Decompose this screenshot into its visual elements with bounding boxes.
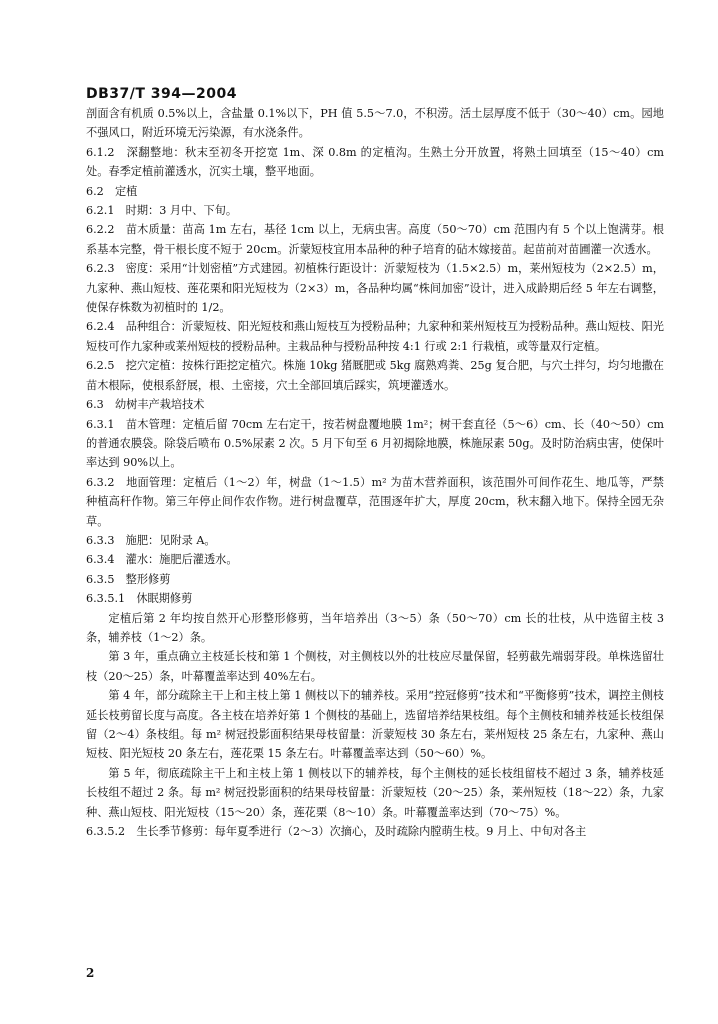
paragraph: 6.2.3 密度：采用“计划密植”方式建园。初植株行距设计：沂蒙短枝为（1.5×2.5）m，莱州短枝为（2×2.5）m，九家种、燕山短枝、莲花栗和阳光短枝为（2×3）m，各品种均属“株间加密”设计，进入成龄期后经 5 年左右调整，使保存株数为初植时的 1/2。 (86, 262, 664, 315)
paragraph: 6.3.2 地面管理：定植后（1～2）年，树盘（1～1.5）m² 为苗木营养面积，该范围外可间作花生、地瓜等，严禁种植高秆作物。第三年停止间作农作物。进行树盘覆草，范围逐年扩大，厚度 20cm，秋末翻入地下。保持全园无杂草。 (86, 475, 664, 528)
paragraph: 6.2.5 挖穴定植：按株行距挖定植穴。株施 10kg 猪厩肥或 5kg 腐熟鸡粪、25g 复合肥，与穴土拌匀，均匀地撒在苗木根际，使根系舒展，根、土密接，穴土全部回填后踩实，筑埂灌透水。 (86, 359, 664, 392)
page-number: 2 (86, 966, 95, 980)
section-heading: 6.3.5.1 休眠期修剪 (86, 592, 193, 606)
paragraph: 6.3.4 灌水：施肥后灌透水。 (86, 553, 238, 567)
section-heading: 6.3 幼树丰产栽培技术 (86, 398, 205, 412)
document-body (86, 104, 664, 841)
paragraph: 6.2.1 时期：3 月中、下旬。 (86, 204, 238, 218)
document-header: DB37/T 394—2004 (86, 86, 237, 102)
paragraph: 剖面含有机质 0.5%以上，含盐量 0.1%以下，PH 值 5.5～7.0，不积涝。活土层厚度不低于（30～40）cm。园地不强风口，附近环境无污染源，有水浇条件。 (86, 107, 664, 140)
paragraph: 6.3.3 施肥：见附录 A。 (86, 533, 216, 547)
paragraph: 第 4 年，部分疏除主干上和主枝上第 1 侧枝以下的辅养枝。采用“控冠修剪”技术和“平衡修剪”技术，调控主侧枝延长枝剪留长度与高度。各主枝在培养好第 1 个侧枝的基础上，选留培养结果枝组。每个主侧枝和辅养枝延长枝组保留（2～4）条枝组。每 m² 树冠投影面积结果母枝留量：沂蒙短枝 30 条左右，莱州短枝 25 条左右，九家种、燕山短枝、阳光短枝 20 条左右，莲花栗 15 条左右。叶幕覆盖率达到（50～60）%。 (86, 689, 664, 761)
paragraph: 第 5 年，彻底疏除主干上和主枝上第 1 侧枝以下的辅养枝，每个主侧枝的延长枝组留枝不超过 3 条，辅养枝延长枝组不超过 2 条。每 m² 树冠投影面积的结果母枝留量：沂蒙短枝（20～25）条，莱州短枝（18～22）条，九家种、燕山短枝、阳光短枝（15～20）条，莲花栗（8～10）条。叶幕覆盖率达到（70～75）%。 (86, 766, 664, 819)
section-heading: 6.3.5 整形修剪 (86, 572, 171, 586)
paragraph: 定植后第 2 年均按自然开心形整形修剪，当年培养出（3～5）条（50～70）cm 长的壮枝，从中选留主枝 3 条，辅养枝（1～2）条。 (86, 611, 664, 644)
section-heading: 6.2 定植 (86, 184, 138, 198)
paragraph: 第 3 年，重点确立主枝延长枝和第 1 个侧枝，对主侧枝以外的壮枝应尽量保留，轻剪截先端弱芽段。单株选留壮枝（20～25）条，叶幕覆盖率达到 40%左右。 (86, 650, 664, 683)
paragraph: 6.2.2 苗木质量：苗高 1m 左右，基径 1cm 以上，无病虫害。高度（50～70）cm 范围内有 5 个以上饱满芽。根系基本完整，骨干根长度不短于 20cm。沂蒙短枝宜用本品种的种子培育的砧木嫁接苗。起苗前对苗圃灌一次透水。 (86, 223, 664, 256)
paragraph: 6.1.2 深翻整地：秋末至初冬开挖宽 1m、深 0.8m 的定植沟。生熟土分开放置，将熟土回填至（15～40）cm 处。春季定植前灌透水，沉实土壤，整平地面。 (86, 145, 664, 179)
paragraph: 6.2.4 品种组合：沂蒙短枝、阳光短枝和燕山短枝互为授粉品种；九家种和莱州短枝互为授粉品种。燕山短枝、阳光短枝可作九家种或莱州短枝的授粉品种。主栽品种与授粉品种按 4:1 行或 2:1 行栽植，或等量双行定植。 (86, 320, 664, 353)
paragraph: 6.3.1 苗木管理：定植后留 70cm 左右定干，按若树盘覆地膜 1m²；树干套直径（5～6）cm、长（40～50）cm 的普通农膜袋。除袋后喷布 0.5%尿素 2 次。5 月下旬至 6 月初揭除地膜，株施尿素 50g。及时防治病虫害，使保叶率达到 90%以上。 (86, 417, 664, 470)
paragraph: 6.3.5.2 生长季节修剪：每年夏季进行（2～3）次摘心，及时疏除内膛萌生枝。9 月上、中旬对各主 (86, 825, 587, 839)
